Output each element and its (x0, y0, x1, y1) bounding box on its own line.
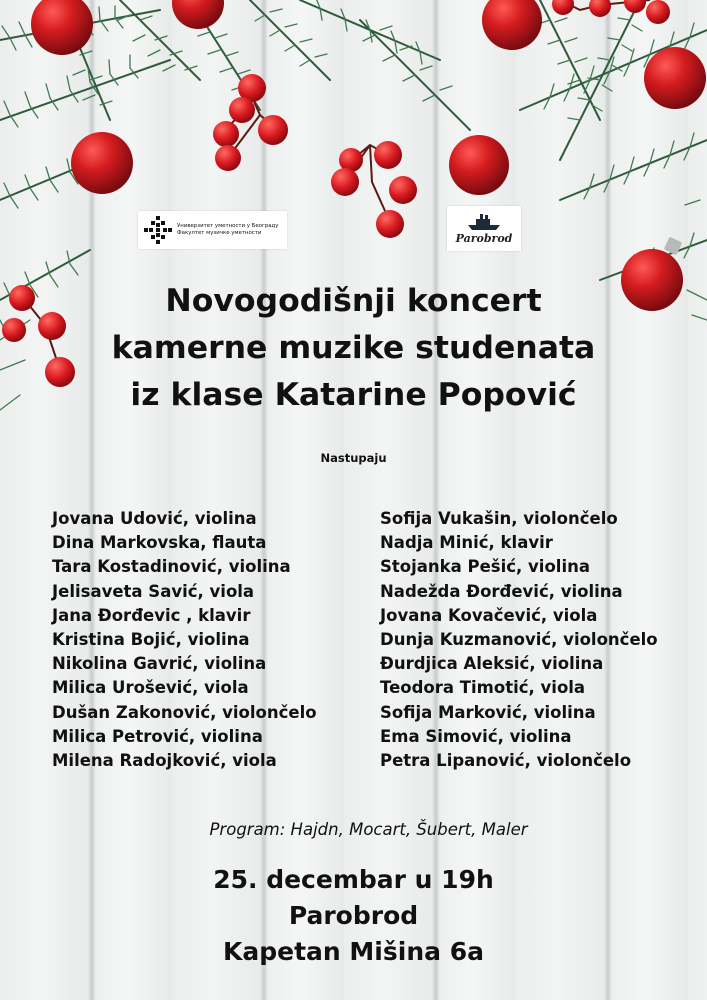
red-ornaments (31, 0, 706, 311)
performer: Nadežda Đorđević, violina (380, 581, 623, 601)
performer: Tara Kostadinović, violina (52, 557, 291, 577)
performer: Kristina Bojić, violina (52, 630, 250, 650)
performer: Stojanka Pešić, violina (380, 557, 590, 577)
performer: Milica Petrović, violina (52, 726, 263, 746)
concert-title (0, 278, 707, 419)
performer: Đurdjica Aleksić, violina (380, 654, 604, 674)
university-emblem-icon (143, 215, 173, 245)
performer: Milica Urošević, viola (52, 678, 249, 698)
performer: Sofija Vukašin, violončelo (380, 509, 618, 528)
event-address: Kapetan Mišina 6a (223, 937, 484, 966)
performer: Jovana Udović, violina (52, 509, 257, 528)
event-venue: Parobrod (288, 901, 419, 930)
parobrod-logo-text: Parobrod (455, 231, 513, 245)
performer: Jovana Kovačević, viola (380, 605, 598, 625)
title-line-1: Novogodišnji koncert (165, 283, 542, 319)
steamboat-icon (464, 213, 504, 231)
title-line-2: kamerne muzike studenata (111, 330, 596, 366)
program-info: Program: Hajdn, Mocart, Šubert, Maler (209, 820, 528, 839)
event-details (0, 862, 707, 970)
performer: Ema Simović, violina (380, 726, 572, 746)
performer: Dina Markovska, flauta (52, 533, 267, 553)
performers-heading: Nastupaju (320, 451, 387, 465)
title-line-3: iz klase Katarine Popović (130, 377, 577, 413)
performer: Dušan Zakonović, violončelo (52, 702, 317, 722)
performers-list-right (380, 507, 658, 773)
performer: Nikolina Gavrić, violina (52, 654, 267, 674)
university-name: Универзитет уметности у Београду (177, 223, 279, 229)
performer: Milena Radojković, viola (52, 751, 277, 771)
performers-list-left (52, 507, 317, 773)
event-date: 25. decembar u 19h (213, 865, 494, 894)
performer: Jana Đorđevic , klavir (52, 605, 251, 625)
parobrod-logo (447, 206, 521, 251)
university-logo (138, 211, 287, 249)
performer: Dunja Kuzmanović, violončelo (380, 630, 658, 650)
performer: Petra Lipanović, violončelo (380, 751, 632, 771)
faculty-name: Факултет музичке уметности (177, 230, 262, 236)
performer: Jelisaveta Savić, viola (52, 581, 255, 601)
performer: Sofija Marković, violina (380, 702, 596, 722)
performer: Teodora Timotić, viola (380, 678, 586, 698)
performer: Nadja Minić, klavir (380, 533, 553, 553)
